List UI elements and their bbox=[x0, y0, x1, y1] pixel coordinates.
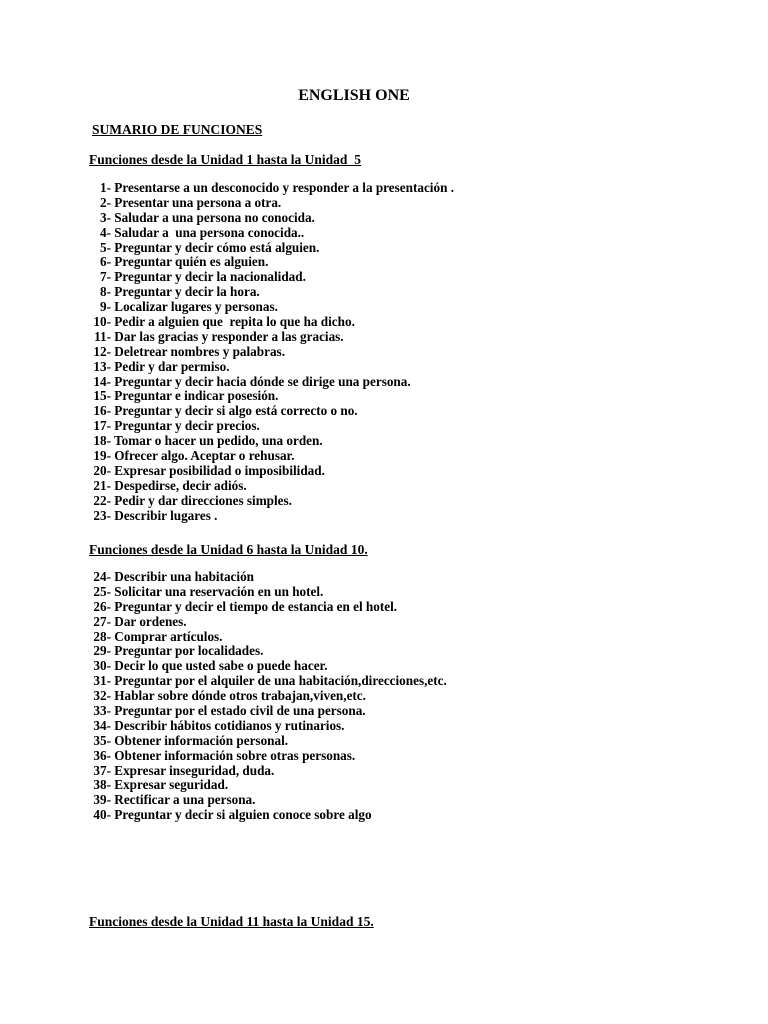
item-text: Preguntar y decir cómo está alguien. bbox=[111, 239, 320, 255]
item-text: Hablar sobre dónde otros trabajan,viven,etc. bbox=[111, 688, 366, 704]
item-text: Presentar una persona a otra. bbox=[111, 194, 282, 210]
list-item bbox=[89, 570, 447, 585]
item-text: Preguntar y decir precios. bbox=[111, 418, 260, 434]
list-item bbox=[89, 419, 454, 434]
list-item bbox=[89, 345, 454, 360]
item-text: Tomar o hacer un pedido, una orden. bbox=[111, 433, 323, 449]
list-item bbox=[89, 270, 454, 285]
functions-list-units-6-10 bbox=[89, 570, 447, 823]
item-number: 8- bbox=[100, 284, 111, 300]
item-text: Expresar posibilidad o imposibilidad. bbox=[111, 462, 325, 478]
item-number: 38- bbox=[93, 777, 111, 793]
list-item bbox=[89, 749, 447, 764]
item-text: Preguntar y decir la nacionalidad. bbox=[111, 269, 306, 285]
list-item bbox=[89, 241, 454, 256]
list-item bbox=[89, 479, 454, 494]
item-number: 4- bbox=[100, 224, 111, 240]
list-item bbox=[89, 734, 447, 749]
list-item bbox=[89, 434, 454, 449]
item-number: 6- bbox=[100, 254, 111, 270]
item-text: Preguntar y decir si algo está correcto o no. bbox=[111, 403, 358, 419]
item-text: Obtener información sobre otras personas. bbox=[111, 747, 356, 763]
list-item bbox=[89, 659, 447, 674]
section-heading-units-11-15: Funciones desde la Unidad 11 hasta la Unidad 15. bbox=[89, 914, 374, 929]
item-text: Presentarse a un desconocido y responder a la presentación . bbox=[111, 180, 454, 195]
item-number: 24- bbox=[93, 569, 111, 584]
list-item bbox=[89, 600, 447, 615]
item-number: 16- bbox=[93, 403, 111, 419]
item-text: Pedir y dar permiso. bbox=[111, 358, 230, 374]
item-number: 34- bbox=[93, 717, 111, 733]
item-text: Dar ordenes. bbox=[111, 613, 187, 629]
item-text: Rectificar a una persona. bbox=[111, 792, 256, 808]
list-item bbox=[89, 255, 454, 270]
item-number: 19- bbox=[93, 448, 111, 464]
list-item bbox=[89, 404, 454, 419]
list-item bbox=[89, 226, 454, 241]
list-item bbox=[89, 764, 447, 779]
list-item bbox=[89, 778, 447, 793]
item-text: Comprar artículos. bbox=[111, 628, 223, 644]
item-number: 39- bbox=[93, 792, 111, 808]
item-text: Deletrear nombres y palabras. bbox=[111, 343, 285, 359]
item-number: 13- bbox=[93, 358, 111, 374]
item-number: 12- bbox=[93, 343, 111, 359]
item-text: Pedir a alguien que repita lo que ha dicho. bbox=[111, 314, 355, 330]
item-number: 32- bbox=[93, 688, 111, 704]
item-number: 33- bbox=[93, 703, 111, 719]
item-text: Decir lo que usted sabe o puede hacer. bbox=[111, 658, 328, 674]
item-number: 7- bbox=[100, 269, 111, 285]
list-item bbox=[89, 300, 454, 315]
item-number: 11- bbox=[94, 328, 111, 344]
list-item bbox=[89, 793, 447, 808]
item-text: Preguntar y decir hacia dónde se dirige una persona. bbox=[111, 373, 411, 389]
item-number: 35- bbox=[93, 732, 111, 748]
list-item bbox=[89, 644, 447, 659]
item-number: 10- bbox=[93, 314, 111, 330]
item-number: 29- bbox=[93, 643, 111, 659]
item-text: Dar las gracias y responder a las gracias. bbox=[111, 328, 344, 344]
document-subtitle: SUMARIO DE FUNCIONES bbox=[92, 122, 263, 137]
list-item bbox=[89, 719, 447, 734]
item-text: Describir una habitación bbox=[111, 569, 255, 584]
section-heading-units-1-5: Funciones desde la Unidad 1 hasta la Unidad 5 bbox=[89, 152, 361, 167]
item-text: Preguntar y decir si alguien conoce sobre algo bbox=[111, 807, 372, 823]
list-item bbox=[89, 360, 454, 375]
item-number: 25- bbox=[93, 583, 111, 599]
item-number: 23- bbox=[93, 507, 111, 523]
list-item bbox=[89, 630, 447, 645]
item-text: Solicitar una reservación en un hotel. bbox=[111, 583, 324, 599]
item-number: 40- bbox=[93, 807, 111, 823]
list-item bbox=[89, 464, 454, 479]
list-item bbox=[89, 615, 447, 630]
item-number: 9- bbox=[100, 299, 111, 315]
item-text: Preguntar e indicar posesión. bbox=[111, 388, 279, 404]
list-item bbox=[89, 449, 454, 464]
list-item bbox=[89, 315, 454, 330]
list-item bbox=[89, 196, 454, 211]
list-item bbox=[89, 509, 454, 524]
item-number: 20- bbox=[93, 462, 111, 478]
item-text: Preguntar por localidades. bbox=[111, 643, 264, 659]
section-heading-units-6-10: Funciones desde la Unidad 6 hasta la Unidad 10. bbox=[89, 542, 368, 557]
item-number: 5- bbox=[100, 239, 111, 255]
list-item bbox=[89, 674, 447, 689]
item-number: 15- bbox=[93, 388, 111, 404]
list-item bbox=[89, 211, 454, 226]
item-text: Despedirse, decir adiós. bbox=[111, 477, 247, 493]
list-item bbox=[89, 330, 454, 345]
item-number: 31- bbox=[93, 673, 111, 689]
item-text: Saludar a una persona conocida.. bbox=[111, 224, 305, 240]
item-text: Preguntar por el alquiler de una habitación,direcciones,etc. bbox=[111, 673, 447, 689]
item-number: 14- bbox=[93, 373, 111, 389]
item-number: 17- bbox=[93, 418, 111, 434]
item-text: Obtener información personal. bbox=[111, 732, 289, 748]
item-number: 37- bbox=[93, 762, 111, 778]
item-number: 1- bbox=[100, 180, 111, 195]
list-item bbox=[89, 585, 447, 600]
item-number: 3- bbox=[100, 209, 111, 225]
item-text: Expresar seguridad. bbox=[111, 777, 229, 793]
item-number: 28- bbox=[93, 628, 111, 644]
list-item bbox=[89, 181, 454, 196]
list-item bbox=[89, 689, 447, 704]
item-number: 21- bbox=[93, 477, 111, 493]
item-number: 27- bbox=[93, 613, 111, 629]
item-text: Expresar inseguridad, duda. bbox=[111, 762, 275, 778]
item-number: 2- bbox=[100, 194, 111, 210]
item-text: Preguntar y decir el tiempo de estancia en el hotel. bbox=[111, 598, 398, 614]
list-item bbox=[89, 389, 454, 404]
item-text: Preguntar por el estado civil de una persona. bbox=[111, 703, 366, 719]
list-item bbox=[89, 808, 447, 823]
item-number: 22- bbox=[93, 492, 111, 508]
item-text: Describir hábitos cotidianos y rutinarios. bbox=[111, 717, 345, 733]
item-number: 36- bbox=[93, 747, 111, 763]
item-number: 18- bbox=[93, 433, 111, 449]
item-text: Ofrecer algo. Aceptar o rehusar. bbox=[111, 448, 295, 464]
item-text: Preguntar y decir la hora. bbox=[111, 284, 260, 300]
list-item bbox=[89, 285, 454, 300]
item-number: 26- bbox=[93, 598, 111, 614]
list-item bbox=[89, 704, 447, 719]
item-text: Saludar a una persona no conocida. bbox=[111, 209, 315, 225]
functions-list-units-1-5 bbox=[89, 181, 454, 523]
list-item bbox=[89, 375, 454, 390]
item-number: 30- bbox=[93, 658, 111, 674]
document-title: ENGLISH ONE bbox=[298, 87, 410, 104]
item-text: Preguntar quién es alguien. bbox=[111, 254, 269, 270]
list-item bbox=[89, 494, 454, 509]
item-text: Localizar lugares y personas. bbox=[111, 299, 278, 315]
item-text: Describir lugares . bbox=[111, 507, 218, 523]
item-text: Pedir y dar direcciones simples. bbox=[111, 492, 292, 508]
